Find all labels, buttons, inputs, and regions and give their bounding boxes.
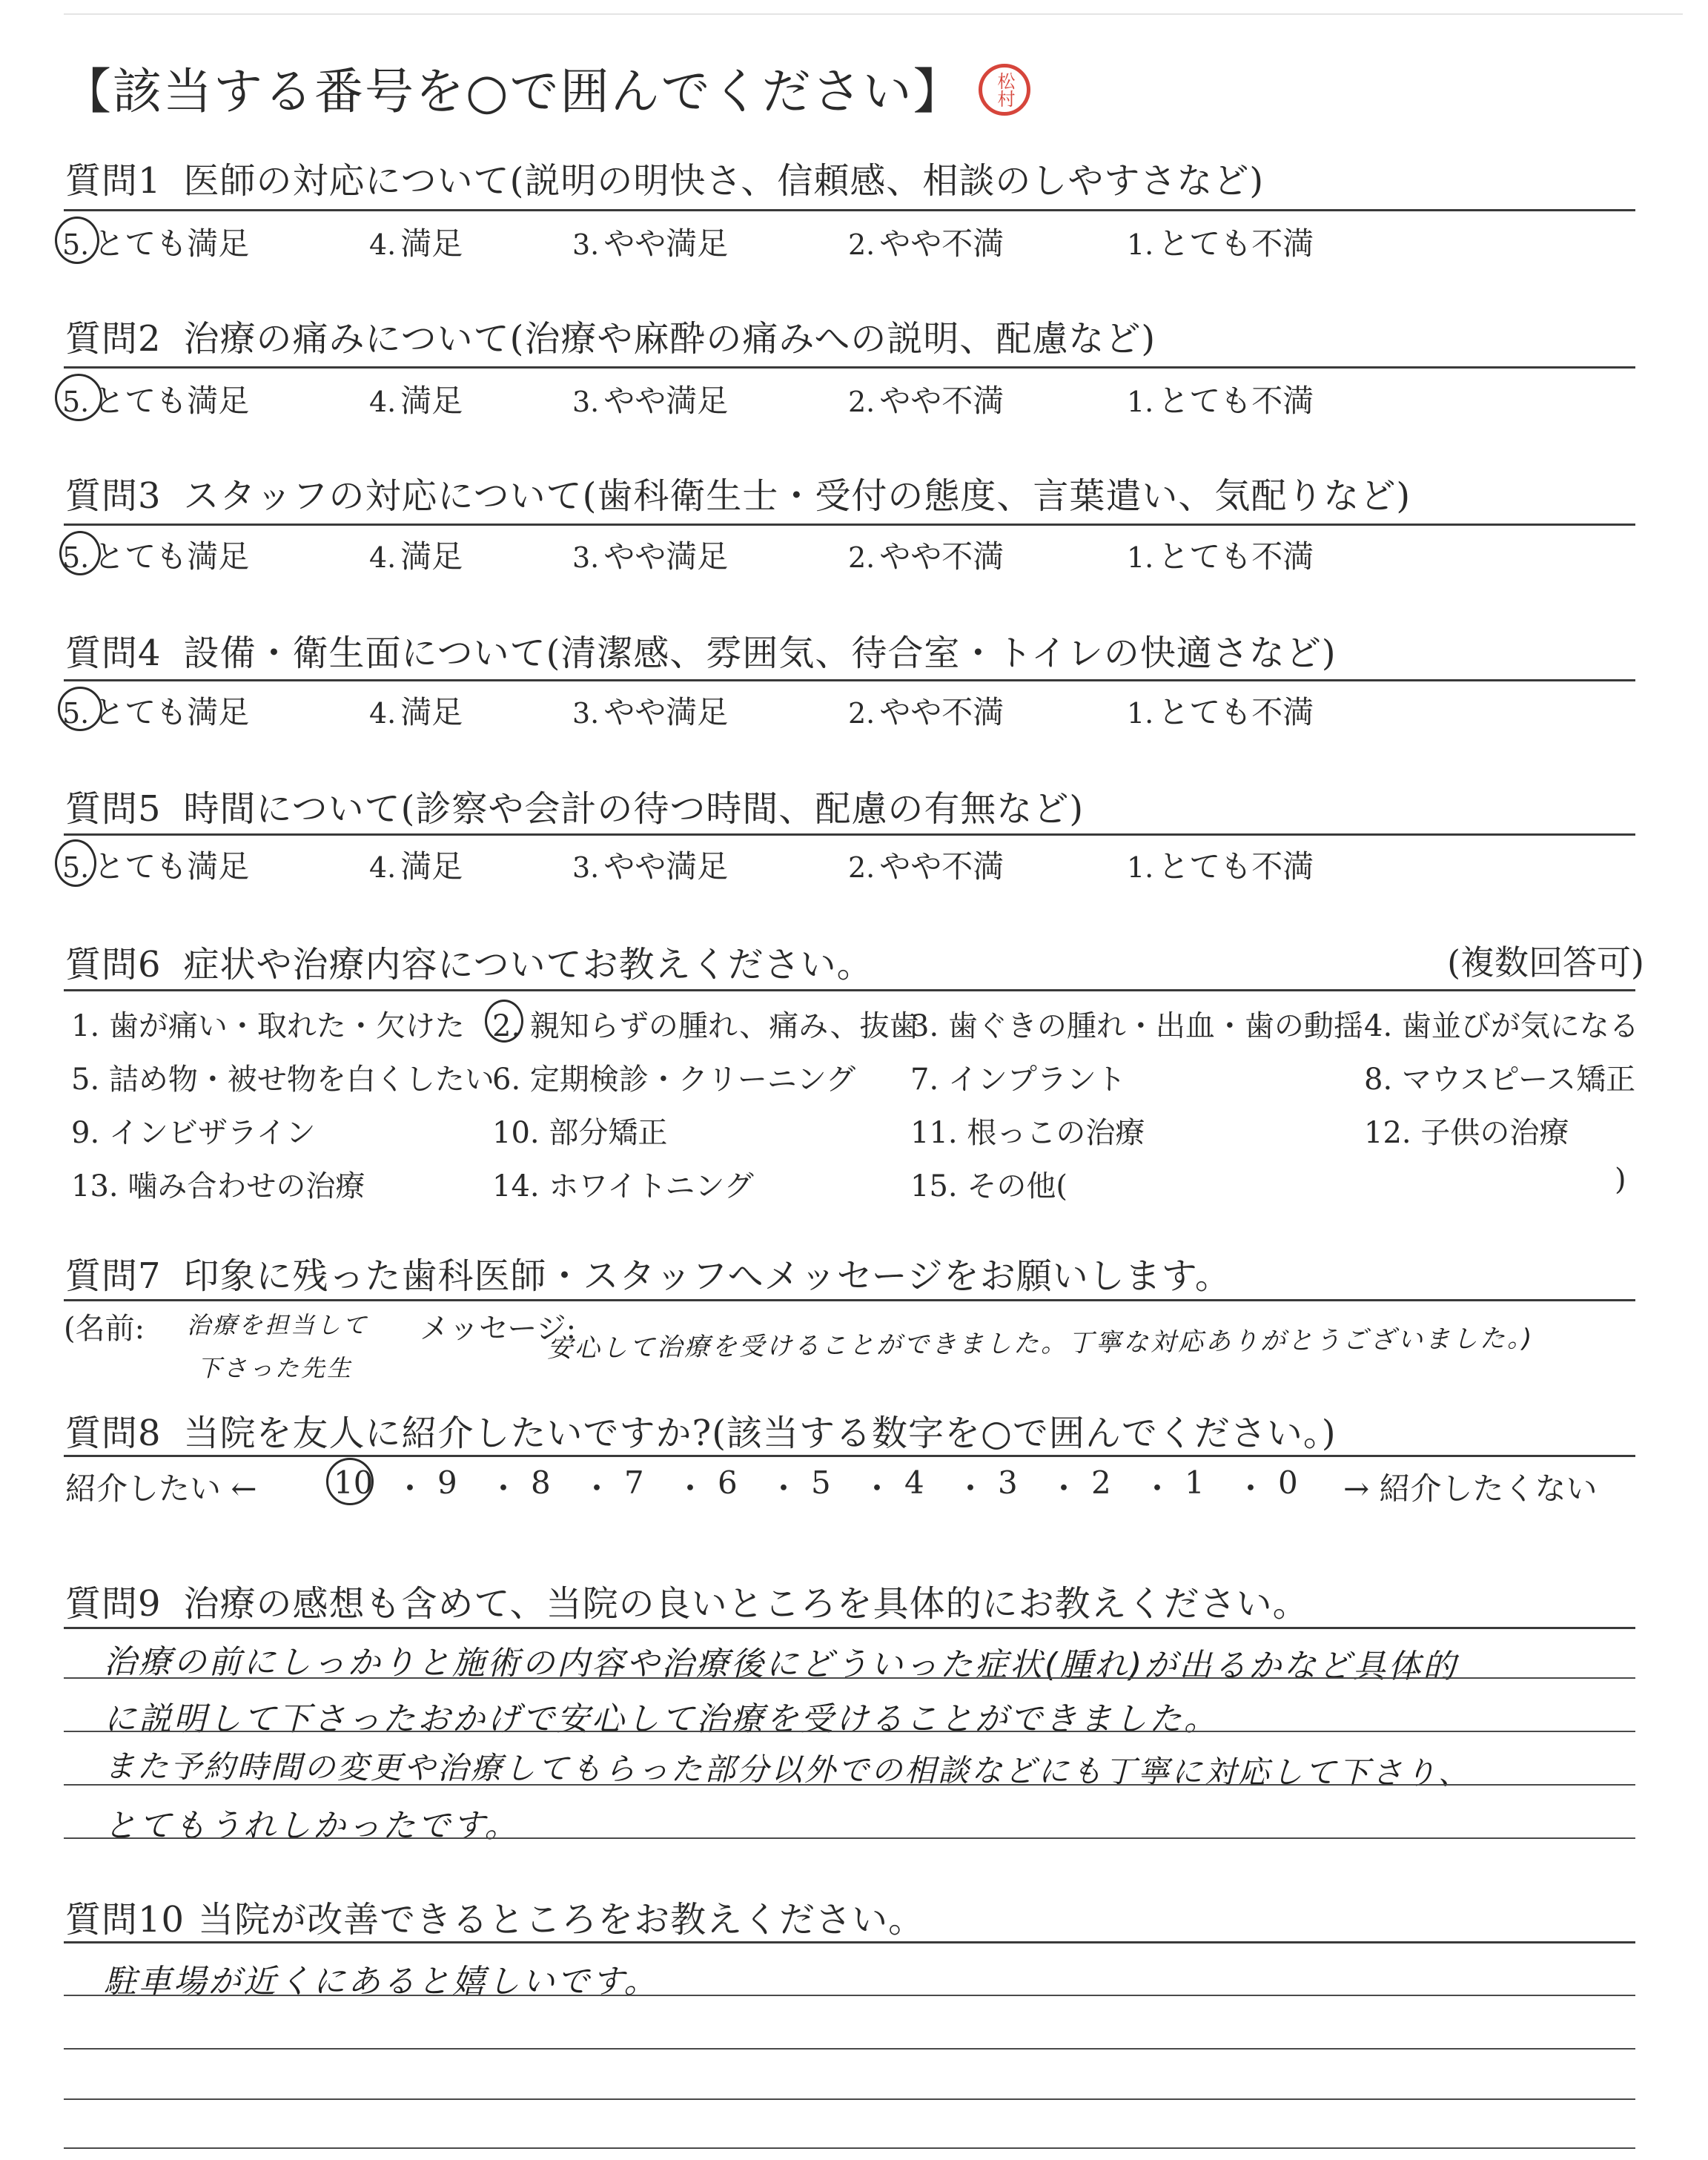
option-5[interactable]: 5. とても満足 xyxy=(62,225,250,262)
question-number: 質問7 xyxy=(65,1255,162,1297)
scale-10[interactable]: 10 xyxy=(334,1464,374,1501)
option-2[interactable]: 2. やや不満 xyxy=(848,848,1004,885)
divider xyxy=(64,366,1635,369)
multiple-answers-note: (複数回答可) xyxy=(1447,942,1644,982)
question-number: 質問9 xyxy=(65,1583,162,1625)
scale-dot: ・ xyxy=(861,1470,893,1507)
name-handwritten-2: 下さった先生 xyxy=(197,1354,354,1382)
question-number: 質問6 xyxy=(65,944,162,985)
message-handwritten[interactable]: 安心して治療を受けることができました。丁寧な対応ありがとうございました。) xyxy=(546,1324,1535,1364)
seal-stamp: 松村 xyxy=(979,64,1030,116)
answer-line xyxy=(64,2098,1635,2100)
good-points-line-3: また予約時間の変更や治療してもらった部分以外での相談などにも丁寧に対応して下さり、 xyxy=(103,1748,1472,1791)
scale-5[interactable]: 5 xyxy=(811,1464,831,1501)
divider xyxy=(64,679,1635,681)
option-4[interactable]: 4. 満足 xyxy=(369,694,463,730)
question-number: 質問2 xyxy=(65,318,162,360)
answer-line xyxy=(64,2048,1635,2050)
top-border xyxy=(64,13,1683,15)
question-text: スタッフの対応について(歯科衛生士・受付の態度、言葉遣い、気配りなど) xyxy=(183,475,1411,517)
message-label: メッセージ: xyxy=(420,1312,577,1346)
symptom-option-13[interactable]: 13. 噛み合わせの治療 xyxy=(71,1169,365,1203)
symptom-option-2[interactable]: 2. 親知らずの腫れ、痛み、抜歯 xyxy=(492,1009,919,1043)
symptom-option-1[interactable]: 1. 歯が痛い・取れた・欠けた xyxy=(71,1009,465,1043)
option-3[interactable]: 3. やや満足 xyxy=(572,225,729,262)
scale-dot: ・ xyxy=(581,1470,613,1507)
question-text: 当院を友人に紹介したいですか?(該当する数字を○で囲んでください。) xyxy=(183,1413,1337,1454)
divider xyxy=(64,1455,1635,1457)
option-2[interactable]: 2. やや不満 xyxy=(848,383,1004,419)
symptom-option-7[interactable]: 7. インプラント xyxy=(910,1063,1126,1097)
option-5[interactable]: 5. とても満足 xyxy=(62,694,250,730)
symptom-option-11[interactable]: 11. 根っこの治療 xyxy=(910,1116,1145,1150)
scale-7[interactable]: 7 xyxy=(624,1464,644,1501)
question-text: 印象に残った歯科医師・スタッフへメッセージをお願いします。 xyxy=(183,1255,1231,1297)
answer-line xyxy=(64,1731,1635,1732)
option-1[interactable]: 1. とても不満 xyxy=(1127,383,1314,419)
scale-dot: ・ xyxy=(955,1470,987,1507)
scale-dot: ・ xyxy=(1048,1470,1080,1507)
option-2[interactable]: 2. やや不満 xyxy=(848,538,1004,575)
question-text: 医師の対応について(説明の明快さ、信頼感、相談のしやすさなど) xyxy=(183,160,1265,202)
option-3[interactable]: 3. やや満足 xyxy=(572,848,729,885)
symptom-option-14[interactable]: 14. ホワイトニング xyxy=(492,1169,754,1203)
good-points-line-4: とてもうれしかったです。 xyxy=(104,1807,520,1845)
scale-dot: ・ xyxy=(675,1470,706,1507)
divider xyxy=(64,524,1635,526)
answer-line xyxy=(64,1784,1635,1786)
name-label: (名前: xyxy=(64,1312,145,1346)
scale-4[interactable]: 4 xyxy=(904,1464,924,1501)
symptom-option-9[interactable]: 9. インビザライン xyxy=(71,1116,316,1150)
rating-options-q5 xyxy=(55,842,1314,887)
rating-options-q3 xyxy=(55,532,1314,577)
option-2[interactable]: 2. やや不満 xyxy=(848,694,1004,730)
question-text: 当院が改善できるところをお教えください。 xyxy=(198,1899,925,1941)
rating-options-q1 xyxy=(55,219,1314,264)
option-4[interactable]: 4. 満足 xyxy=(369,848,463,885)
message-row xyxy=(64,1305,145,1347)
question-number: 質問4 xyxy=(65,633,162,674)
page-title: 【該当する番号を○で囲んでください】 xyxy=(62,63,964,120)
question-number: 質問10 xyxy=(65,1899,185,1941)
question-text: 設備・衛生面について(清潔感、雰囲気、待合室・トイレの快適さなど) xyxy=(183,633,1337,674)
question-text: 治療の痛みについて(治療や麻酔の痛みへの説明、配慮など) xyxy=(183,318,1156,360)
question-1 xyxy=(65,152,1264,203)
scale-6[interactable]: 6 xyxy=(718,1464,738,1501)
option-5[interactable]: 5. とても満足 xyxy=(62,848,250,885)
question-10 xyxy=(65,1891,924,1942)
symptom-option-8[interactable]: 8. マウスピース矯正 xyxy=(1364,1063,1636,1097)
option-5[interactable]: 5. とても満足 xyxy=(62,538,250,575)
question-text: 治療の感想も含めて、当院の良いところを具体的にお教えください。 xyxy=(183,1583,1309,1625)
option-4[interactable]: 4. 満足 xyxy=(369,538,463,575)
question-2 xyxy=(65,310,1156,361)
rating-options-q2 xyxy=(55,377,1314,421)
symptom-option-5[interactable]: 5. 詰め物・被せ物を白くしたい xyxy=(71,1063,494,1097)
divider xyxy=(64,209,1635,211)
symptom-option-10[interactable]: 10. 部分矯正 xyxy=(492,1116,668,1150)
question-number: 質問5 xyxy=(65,788,162,830)
option-1[interactable]: 1. とても不満 xyxy=(1127,848,1314,885)
scale-9[interactable]: 9 xyxy=(437,1464,457,1501)
option-4[interactable]: 4. 満足 xyxy=(369,383,463,419)
answer-line xyxy=(64,1677,1635,1679)
option-2[interactable]: 2. やや不満 xyxy=(848,225,1004,262)
scale-dot: ・ xyxy=(768,1470,800,1507)
divider xyxy=(64,1299,1635,1301)
improvement-line-1[interactable]: 駐車場が近くにあると嬉しいです。 xyxy=(104,1963,659,2001)
answer-line xyxy=(64,2147,1635,2149)
question-9 xyxy=(65,1575,1309,1626)
other-close-paren: ) xyxy=(1615,1163,1626,1197)
scale-2[interactable]: 2 xyxy=(1091,1464,1111,1501)
question-5 xyxy=(65,780,1084,831)
scale-dot: ・ xyxy=(394,1470,426,1507)
option-3[interactable]: 3. やや満足 xyxy=(572,694,729,730)
scale-dot: ・ xyxy=(1235,1470,1267,1507)
scale-8[interactable]: 8 xyxy=(531,1464,551,1501)
question-text: 症状や治療内容についてお教えください。 xyxy=(183,944,873,985)
divider xyxy=(64,833,1635,836)
question-8 xyxy=(65,1404,1337,1456)
divider xyxy=(64,1627,1635,1629)
option-1[interactable]: 1. とても不満 xyxy=(1127,538,1314,575)
symptom-option-15[interactable]: 15. その他( xyxy=(910,1169,1068,1203)
good-points-line-1[interactable]: 治療の前にしっかりと施術の内容や治療後にどういった症状(腫れ)が出るかなど具体的 xyxy=(103,1642,1458,1686)
scale-left-label: 紹介したい ← xyxy=(65,1470,257,1507)
question-text: 時間について(診察や会計の待つ時間、配慮の有無など) xyxy=(183,788,1085,830)
question-7 xyxy=(65,1247,1231,1298)
selection-circle xyxy=(326,1458,374,1505)
scale-dot: ・ xyxy=(1142,1470,1174,1507)
scale-3[interactable]: 3 xyxy=(998,1464,1018,1501)
answer-line xyxy=(64,1837,1635,1839)
rating-options-q4 xyxy=(55,688,1314,733)
scale-dot: ・ xyxy=(488,1470,520,1507)
scale-0[interactable]: 0 xyxy=(1278,1464,1298,1501)
question-number: 質問8 xyxy=(65,1413,162,1454)
option-3[interactable]: 3. やや満足 xyxy=(572,538,729,575)
symptom-option-3[interactable]: 3. 歯ぐきの腫れ・出血・歯の動揺 xyxy=(910,1009,1363,1043)
divider xyxy=(64,1941,1635,1943)
question-6 xyxy=(65,936,873,987)
scale-right-label: → 紹介したくない xyxy=(1343,1470,1598,1507)
option-3[interactable]: 3. やや満足 xyxy=(572,383,729,419)
divider xyxy=(64,989,1635,991)
name-handwritten-1[interactable]: 治療を担当して xyxy=(187,1311,369,1339)
symptom-option-4[interactable]: 4. 歯並びが気になる xyxy=(1364,1009,1639,1043)
option-1[interactable]: 1. とても不満 xyxy=(1127,225,1314,262)
question-4 xyxy=(65,624,1337,676)
symptom-option-6[interactable]: 6. 定期検診・クリーニング xyxy=(492,1063,856,1097)
question-number: 質問3 xyxy=(65,475,162,517)
option-4[interactable]: 4. 満足 xyxy=(369,225,463,262)
scale-1[interactable]: 1 xyxy=(1185,1464,1205,1501)
symptom-option-12[interactable]: 12. 子供の治療 xyxy=(1364,1116,1569,1150)
option-5[interactable]: 5. とても満足 xyxy=(62,383,250,419)
question-3 xyxy=(65,467,1411,518)
option-1[interactable]: 1. とても不満 xyxy=(1127,694,1314,730)
question-number: 質問1 xyxy=(65,160,162,202)
answer-line xyxy=(64,1995,1635,1996)
good-points-line-2: に説明して下さったおかげで安心して治療を受けることができました。 xyxy=(104,1700,1219,1738)
